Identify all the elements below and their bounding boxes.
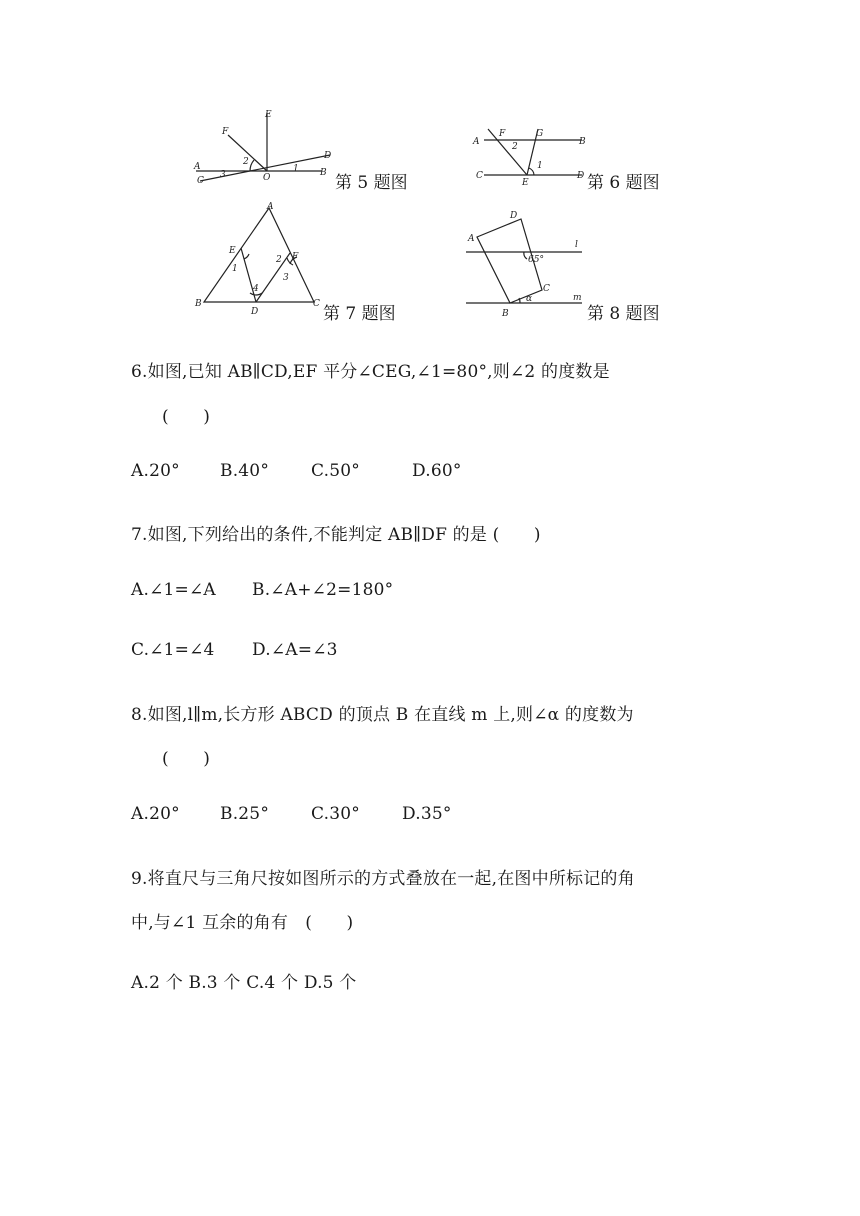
- question-6-stem: 6.如图,已知 AB∥CD,EF 平分∠CEG,∠1=80°,则∠2 的度数是: [131, 362, 610, 382]
- label-l: l: [575, 240, 578, 250]
- label-F: F: [222, 127, 229, 137]
- figure-6-caption: 第 6 题图: [587, 173, 660, 193]
- question-6-blank: ( ): [162, 407, 211, 427]
- label-C: C: [543, 284, 550, 294]
- ray-ef: [488, 129, 527, 175]
- label-2: 2: [512, 142, 518, 152]
- label-1: 1: [293, 164, 299, 174]
- label-B: B: [579, 137, 586, 147]
- label-3: 3: [220, 170, 226, 180]
- label-D: D: [510, 211, 518, 221]
- figure-7-diagram: [192, 198, 327, 316]
- label-A: A: [473, 137, 480, 147]
- label-4: 4: [253, 284, 259, 294]
- label-3: 3: [283, 273, 289, 283]
- figure-7-caption: 第 7 题图: [323, 304, 396, 324]
- angle-65-arc: [524, 252, 527, 259]
- label-2: 2: [276, 255, 282, 265]
- label-C: C: [197, 176, 204, 186]
- option-d: D.35°: [402, 804, 452, 824]
- label-2: 2: [243, 157, 249, 167]
- option-a: A.20°: [131, 804, 180, 824]
- label-A: A: [468, 234, 475, 244]
- question-9-stem: 9.将直尺与三角尺按如图所示的方式叠放在一起,在图中所标记的角: [131, 869, 635, 889]
- option-b: B.40°: [220, 461, 270, 481]
- angle-1-arc: [529, 168, 534, 175]
- label-D: D: [324, 151, 332, 161]
- option-d: D.60°: [412, 461, 462, 481]
- question-9-options: A.2 个 B.3 个 C.4 个 D.5 个: [131, 973, 357, 993]
- label-E: E: [229, 246, 236, 256]
- question-6-options: [131, 461, 462, 481]
- option-b: B.∠A+∠2=180°: [252, 580, 394, 600]
- question-7-options-row1: [131, 580, 393, 600]
- option-c: C.∠1=∠4: [131, 640, 215, 660]
- angle-1-arc: [244, 254, 249, 259]
- label-B: B: [502, 309, 509, 319]
- option-a: A.20°: [131, 461, 180, 481]
- question-8-stem: 8.如图,l∥m,长方形 ABCD 的顶点 B 在直线 m 上,则∠α 的度数为: [131, 705, 634, 725]
- label-E: E: [265, 110, 272, 120]
- label-alpha: α: [526, 294, 533, 304]
- question-7-stem: 7.如图,下列给出的条件,不能判定 AB∥DF 的是 ( ): [131, 525, 541, 545]
- label-65-degrees: 65°: [528, 255, 544, 265]
- label-1: 1: [537, 161, 543, 171]
- figure-5-diagram: [190, 105, 340, 190]
- figure-6-diagram: [470, 125, 590, 188]
- figure-7: [192, 198, 327, 316]
- option-c: C.30°: [311, 804, 360, 824]
- label-B: B: [195, 299, 202, 309]
- label-D: D: [577, 171, 585, 181]
- label-A: A: [194, 162, 201, 172]
- angle-2-arc: [250, 160, 254, 171]
- option-a: A.∠1=∠A: [131, 580, 216, 600]
- figure-6: [470, 125, 590, 188]
- figure-5: [190, 105, 340, 190]
- label-F: F: [499, 129, 506, 139]
- figure-8-caption: 第 8 题图: [587, 304, 660, 324]
- label-O: O: [263, 173, 271, 183]
- option-c: C.50°: [311, 461, 360, 481]
- question-8-options: [131, 804, 452, 824]
- label-G: G: [536, 129, 544, 139]
- question-7-options-row2: [131, 640, 338, 660]
- label-A: A: [267, 202, 274, 212]
- option-b: B.25°: [220, 804, 270, 824]
- angle-alpha-arc: [519, 298, 520, 303]
- option-d: D.∠A=∠3: [252, 640, 338, 660]
- label-m: m: [573, 293, 582, 303]
- label-1: 1: [232, 264, 238, 274]
- figure-8-diagram: [462, 205, 587, 320]
- question-8-blank: ( ): [162, 749, 211, 769]
- label-E: E: [522, 178, 529, 188]
- question-9-stem-continued: 中,与∠1 互余的角有 ( ): [131, 913, 354, 933]
- label-F: F: [292, 252, 299, 262]
- figure-5-caption: 第 5 题图: [335, 173, 408, 193]
- figure-8: [462, 205, 587, 320]
- label-C: C: [313, 299, 320, 309]
- label-C: C: [476, 171, 483, 181]
- label-B: B: [320, 168, 327, 178]
- label-D: D: [251, 307, 259, 317]
